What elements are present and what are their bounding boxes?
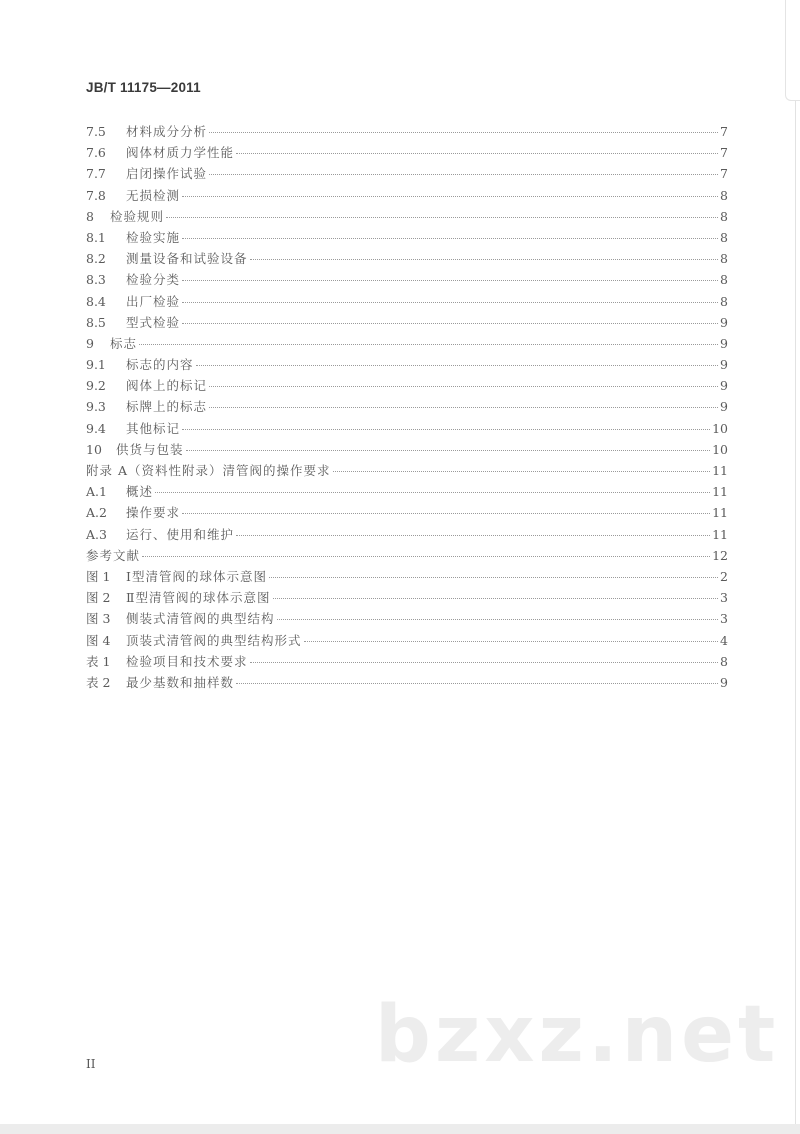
- toc-dot-leader: [182, 279, 718, 281]
- toc-entry-number: 7.5: [86, 124, 106, 139]
- toc-entry-number: 图 4: [86, 632, 111, 648]
- toc-entry[interactable]: [86, 291, 728, 312]
- toc-entry-title: Ⅱ型清管阀的球体示意图: [126, 590, 271, 606]
- toc-entry-number: 图 2: [86, 590, 111, 606]
- toc-entry-title: 操作要求: [126, 505, 181, 521]
- watermark: bzxz.net: [375, 990, 780, 1080]
- toc-entry-number: 8.3: [86, 272, 106, 288]
- toc-entry-page: 9: [720, 314, 728, 330]
- toc-entry-number: 图 1: [86, 568, 111, 584]
- toc-dot-leader: [304, 640, 718, 642]
- toc-entry[interactable]: [86, 375, 728, 396]
- toc-entry-page: 11: [712, 505, 728, 521]
- toc-entry[interactable]: [86, 460, 728, 481]
- toc-entry[interactable]: [86, 502, 728, 523]
- toc-entry-page: 11: [712, 463, 728, 478]
- toc-entry-number: 9.1: [86, 357, 106, 373]
- toc-dot-leader: [142, 555, 710, 557]
- table-of-contents: [86, 121, 728, 693]
- toc-dot-leader: [166, 216, 718, 218]
- toc-entry[interactable]: [86, 651, 728, 672]
- toc-entry[interactable]: [86, 672, 728, 693]
- toc-dot-leader: [333, 470, 711, 472]
- toc-entry-title: Ⅰ型清管阀的球体示意图: [126, 568, 267, 584]
- toc-entry[interactable]: [86, 121, 728, 142]
- toc-dot-leader: [139, 343, 718, 345]
- toc-entry-number: 8.5: [86, 314, 106, 330]
- toc-entry-title: 阀体上的标记: [126, 378, 208, 394]
- toc-entry-number: 8.2: [86, 251, 106, 267]
- toc-entry-page: 3: [720, 611, 728, 627]
- toc-entry[interactable]: [86, 163, 728, 184]
- toc-dot-leader: [182, 428, 710, 430]
- toc-entry-number: 9.2: [86, 378, 106, 394]
- standard-code-header: JB/T 11175—2011: [86, 80, 201, 95]
- toc-entry-page: 8: [720, 251, 728, 267]
- toc-entry-title: 材料成分分析: [126, 124, 208, 139]
- toc-entry[interactable]: [86, 587, 728, 608]
- toc-entry-title: 运行、使用和维护: [126, 526, 235, 542]
- toc-entry-title: 阀体材质力学性能: [126, 145, 235, 161]
- toc-dot-leader: [196, 364, 718, 366]
- toc-entry-title: 标志: [110, 335, 138, 351]
- toc-entry-title: 附录 A（资料性附录）清管阀的操作要求: [86, 463, 331, 478]
- toc-entry-page: 11: [712, 526, 728, 542]
- toc-entry-title: 最少基数和抽样数: [126, 674, 235, 690]
- toc-entry-title: 无损检测: [126, 187, 181, 203]
- toc-entry-number: 9.4: [86, 420, 106, 436]
- toc-entry[interactable]: [86, 418, 728, 439]
- toc-entry-number: 7.8: [86, 187, 106, 203]
- toc-entry-title: 顶装式清管阀的典型结构形式: [126, 632, 302, 648]
- toc-entry-title: 检验规则: [110, 208, 165, 224]
- toc-entry[interactable]: [86, 312, 728, 333]
- toc-entry-page: 8: [720, 293, 728, 309]
- toc-entry-page: 8: [720, 272, 728, 288]
- toc-dot-leader: [209, 131, 718, 133]
- toc-entry[interactable]: [86, 396, 728, 417]
- toc-dot-leader: [182, 195, 718, 197]
- toc-entry-title: 检验项目和技术要求: [126, 653, 248, 669]
- page-corner-tab: [785, 0, 800, 101]
- toc-entry-page: 9: [720, 378, 728, 394]
- toc-entry[interactable]: [86, 185, 728, 206]
- toc-entry-page: 10: [712, 441, 728, 457]
- toc-entry-number: 7.6: [86, 145, 106, 161]
- toc-entry-title: 标牌上的标志: [126, 399, 208, 415]
- toc-entry-title: 出厂检验: [126, 293, 181, 309]
- toc-entry-page: 10: [712, 420, 728, 436]
- toc-dot-leader: [182, 237, 718, 239]
- toc-entry-title: 启闭操作试验: [126, 166, 208, 182]
- toc-entry-page: 9: [720, 335, 728, 351]
- toc-dot-leader: [273, 597, 719, 599]
- toc-dot-leader: [182, 512, 710, 514]
- toc-entry-number: 9: [86, 335, 94, 351]
- toc-dot-leader: [250, 661, 718, 663]
- toc-entry-number: 8.4: [86, 293, 106, 309]
- toc-entry[interactable]: [86, 227, 728, 248]
- toc-entry[interactable]: [86, 333, 728, 354]
- toc-entry-page: 3: [720, 590, 728, 606]
- toc-entry-number: A.2: [86, 505, 107, 521]
- toc-entry-number: A.3: [86, 526, 107, 542]
- toc-entry-title: 侧装式清管阀的典型结构: [126, 611, 275, 627]
- toc-entry-number: 7.7: [86, 166, 106, 182]
- toc-entry-number: 10: [86, 441, 102, 457]
- toc-dot-leader: [250, 258, 718, 260]
- toc-entry[interactable]: [86, 142, 728, 163]
- toc-dot-leader: [236, 682, 718, 684]
- toc-entry-title: 型式检验: [126, 314, 181, 330]
- toc-entry[interactable]: [86, 524, 728, 545]
- toc-entry[interactable]: [86, 354, 728, 375]
- toc-entry[interactable]: [86, 439, 728, 460]
- toc-entry-page: 9: [720, 357, 728, 373]
- toc-entry-number: A.1: [86, 484, 107, 500]
- toc-dot-leader: [209, 406, 718, 408]
- toc-dot-leader: [236, 534, 710, 536]
- toc-entry-page: 7: [720, 124, 728, 139]
- toc-entry-title: 供货与包装: [116, 441, 184, 457]
- toc-entry-page: 9: [720, 674, 728, 690]
- toc-entry-page: 8: [720, 187, 728, 203]
- toc-entry-number: 表 1: [86, 653, 111, 669]
- toc-dot-leader: [186, 449, 711, 451]
- toc-entry-title: 测量设备和试验设备: [126, 251, 248, 267]
- toc-entry-title: 概述: [126, 484, 154, 500]
- toc-entry-number: 图 3: [86, 611, 111, 627]
- toc-entry[interactable]: [86, 206, 728, 227]
- toc-dot-leader: [182, 301, 718, 303]
- toc-entry-page: 8: [720, 653, 728, 669]
- toc-dot-leader: [277, 618, 718, 620]
- toc-entry-title: 检验分类: [126, 272, 181, 288]
- toc-entry-number: 8: [86, 208, 94, 224]
- toc-entry-number: 表 2: [86, 674, 111, 690]
- toc-entry-title: 参考文献: [86, 547, 141, 563]
- toc-entry[interactable]: [86, 269, 728, 290]
- toc-entry-page: 7: [720, 145, 728, 161]
- toc-entry[interactable]: [86, 608, 728, 629]
- toc-entry-title: 标志的内容: [126, 357, 194, 373]
- page-bottom-edge: [0, 1124, 800, 1134]
- toc-entry-page: 7: [720, 166, 728, 182]
- toc-entry-page: 12: [712, 547, 728, 563]
- toc-entry-title: 其他标记: [126, 420, 181, 436]
- toc-entry-page: 11: [712, 484, 728, 500]
- toc-dot-leader: [236, 152, 718, 154]
- toc-entry-number: 9.3: [86, 399, 106, 415]
- toc-entry-page: 9: [720, 399, 728, 415]
- toc-entry[interactable]: [86, 545, 728, 566]
- toc-entry-title: 检验实施: [126, 229, 181, 245]
- page-number-footer: II: [86, 1057, 96, 1071]
- toc-dot-leader: [209, 173, 718, 175]
- toc-entry-page: 8: [720, 208, 728, 224]
- toc-entry-page: 2: [720, 568, 728, 584]
- toc-dot-leader: [209, 385, 718, 387]
- toc-dot-leader: [182, 322, 718, 324]
- toc-entry-page: 8: [720, 229, 728, 245]
- toc-entry[interactable]: [86, 566, 728, 587]
- toc-dot-leader: [269, 576, 718, 578]
- toc-entry[interactable]: [86, 630, 728, 651]
- toc-entry-page: 4: [720, 632, 728, 648]
- toc-entry[interactable]: [86, 481, 728, 502]
- toc-dot-leader: [155, 491, 710, 493]
- toc-entry-number: 8.1: [86, 229, 106, 245]
- toc-entry[interactable]: [86, 248, 728, 269]
